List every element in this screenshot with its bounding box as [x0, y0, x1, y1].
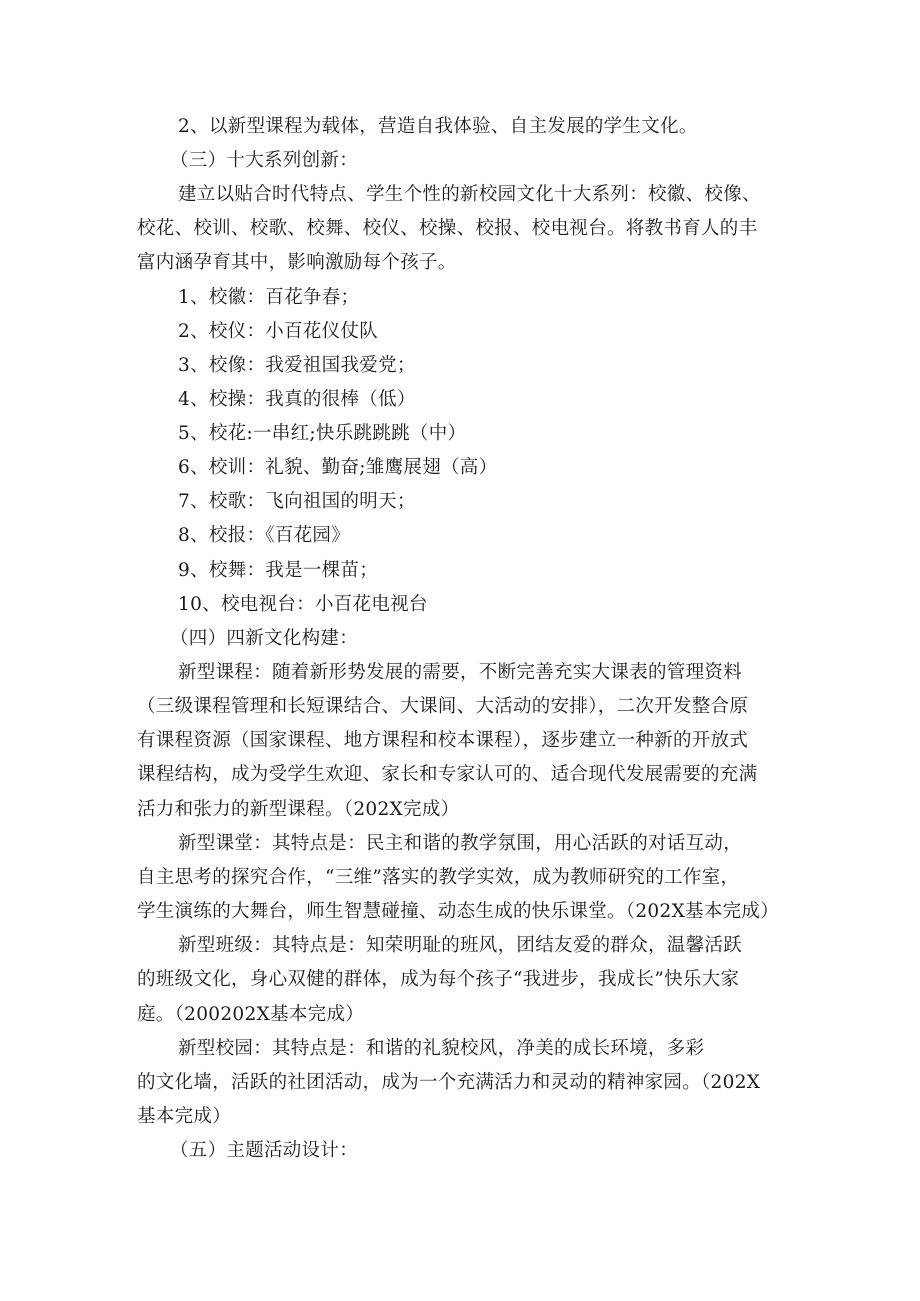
paragraph-line: 新型班级：其特点是：知荣明耻的班风，团结友爱的群众，温馨活跃	[178, 935, 743, 956]
paragraph-line: 基本完成）	[137, 1106, 232, 1127]
paragraph-line: 校花、校训、校歌、校舞、校仪、校操、校报、校电视台。将教书育人的丰	[137, 218, 758, 239]
section-heading: （五）主题活动设计：	[170, 1140, 359, 1161]
paragraph-line: 的文化墙，活跃的社团活动，成为一个充满活力和灵动的精神家园。（202X	[137, 1072, 761, 1093]
paragraph-line: 自主思考的探究合作，“三维”落实的教学实效，成为教师研究的工作室，	[137, 867, 740, 888]
paragraph-line: 2、以新型课程为载体，营造自我体验、自主发展的学生文化。	[178, 116, 698, 137]
list-item: 2、校仪：小百花仪仗队	[178, 321, 379, 342]
paragraph-line: （三级课程管理和长短课结合、大课间、大活动的安排），二次开发整合原	[137, 696, 749, 717]
paragraph-line: 课程结构，成为受学生欢迎、家长和专家认可的、适合现代发展需要的充满	[137, 764, 758, 785]
paragraph-line: 富内涵孕育其中，影响激励每个孩子。	[137, 252, 457, 273]
paragraph-line: 建立以贴合时代特点、学生个性的新校园文化十大系列：校徽、校像、	[178, 184, 761, 205]
list-item: 6、校训：礼貌、勤奋;雏鹰展翅（高）	[178, 457, 498, 478]
list-item: 4、校操：我真的很棒（低）	[178, 389, 416, 410]
section-heading: （四）四新文化构建：	[170, 628, 359, 649]
paragraph-line: 活力和张力的新型课程。（202X完成）	[137, 799, 460, 820]
list-item: 1、校徽：百花争春；	[178, 287, 360, 308]
list-item: 9、校舞：我是一棵苗；	[178, 560, 379, 581]
list-item: 7、校歌：飞向祖国的明天；	[178, 491, 416, 512]
list-item: 3、校像：我爱祖国我爱党；	[178, 355, 416, 376]
list-item: 10、校电视台：小百花电视台	[178, 594, 428, 615]
paragraph-line: 新型校园：其特点是：和谐的礼貌校风，净美的成长环境，多彩	[178, 1038, 705, 1059]
section-heading: （三）十大系列创新：	[170, 150, 359, 171]
list-item: 8、校报：《百花园》	[178, 525, 351, 546]
paragraph-line: 学生演练的大舞台，师生智慧碰撞、动态生成的快乐课堂。（202X基本完成）	[137, 901, 780, 922]
paragraph-line: 的班级文化，身心双健的群体，成为每个孩子“我进步，我成长”快乐大家	[137, 969, 740, 990]
paragraph-line: 新型课堂：其特点是：民主和谐的教学氛围，用心活跃的对话互动，	[178, 833, 743, 854]
paragraph-line: 庭。（200202X基本完成）	[137, 1004, 365, 1025]
list-item: 5、校花:一串红;快乐跳跳跳（中）	[178, 423, 467, 444]
paragraph-line: 新型课程：随着新形势发展的需要，不断完善充实大课表的管理资料	[178, 662, 743, 683]
paragraph-line: 有课程资源（国家课程、地方课程和校本课程），逐步建立一种新的开放式	[137, 730, 749, 751]
